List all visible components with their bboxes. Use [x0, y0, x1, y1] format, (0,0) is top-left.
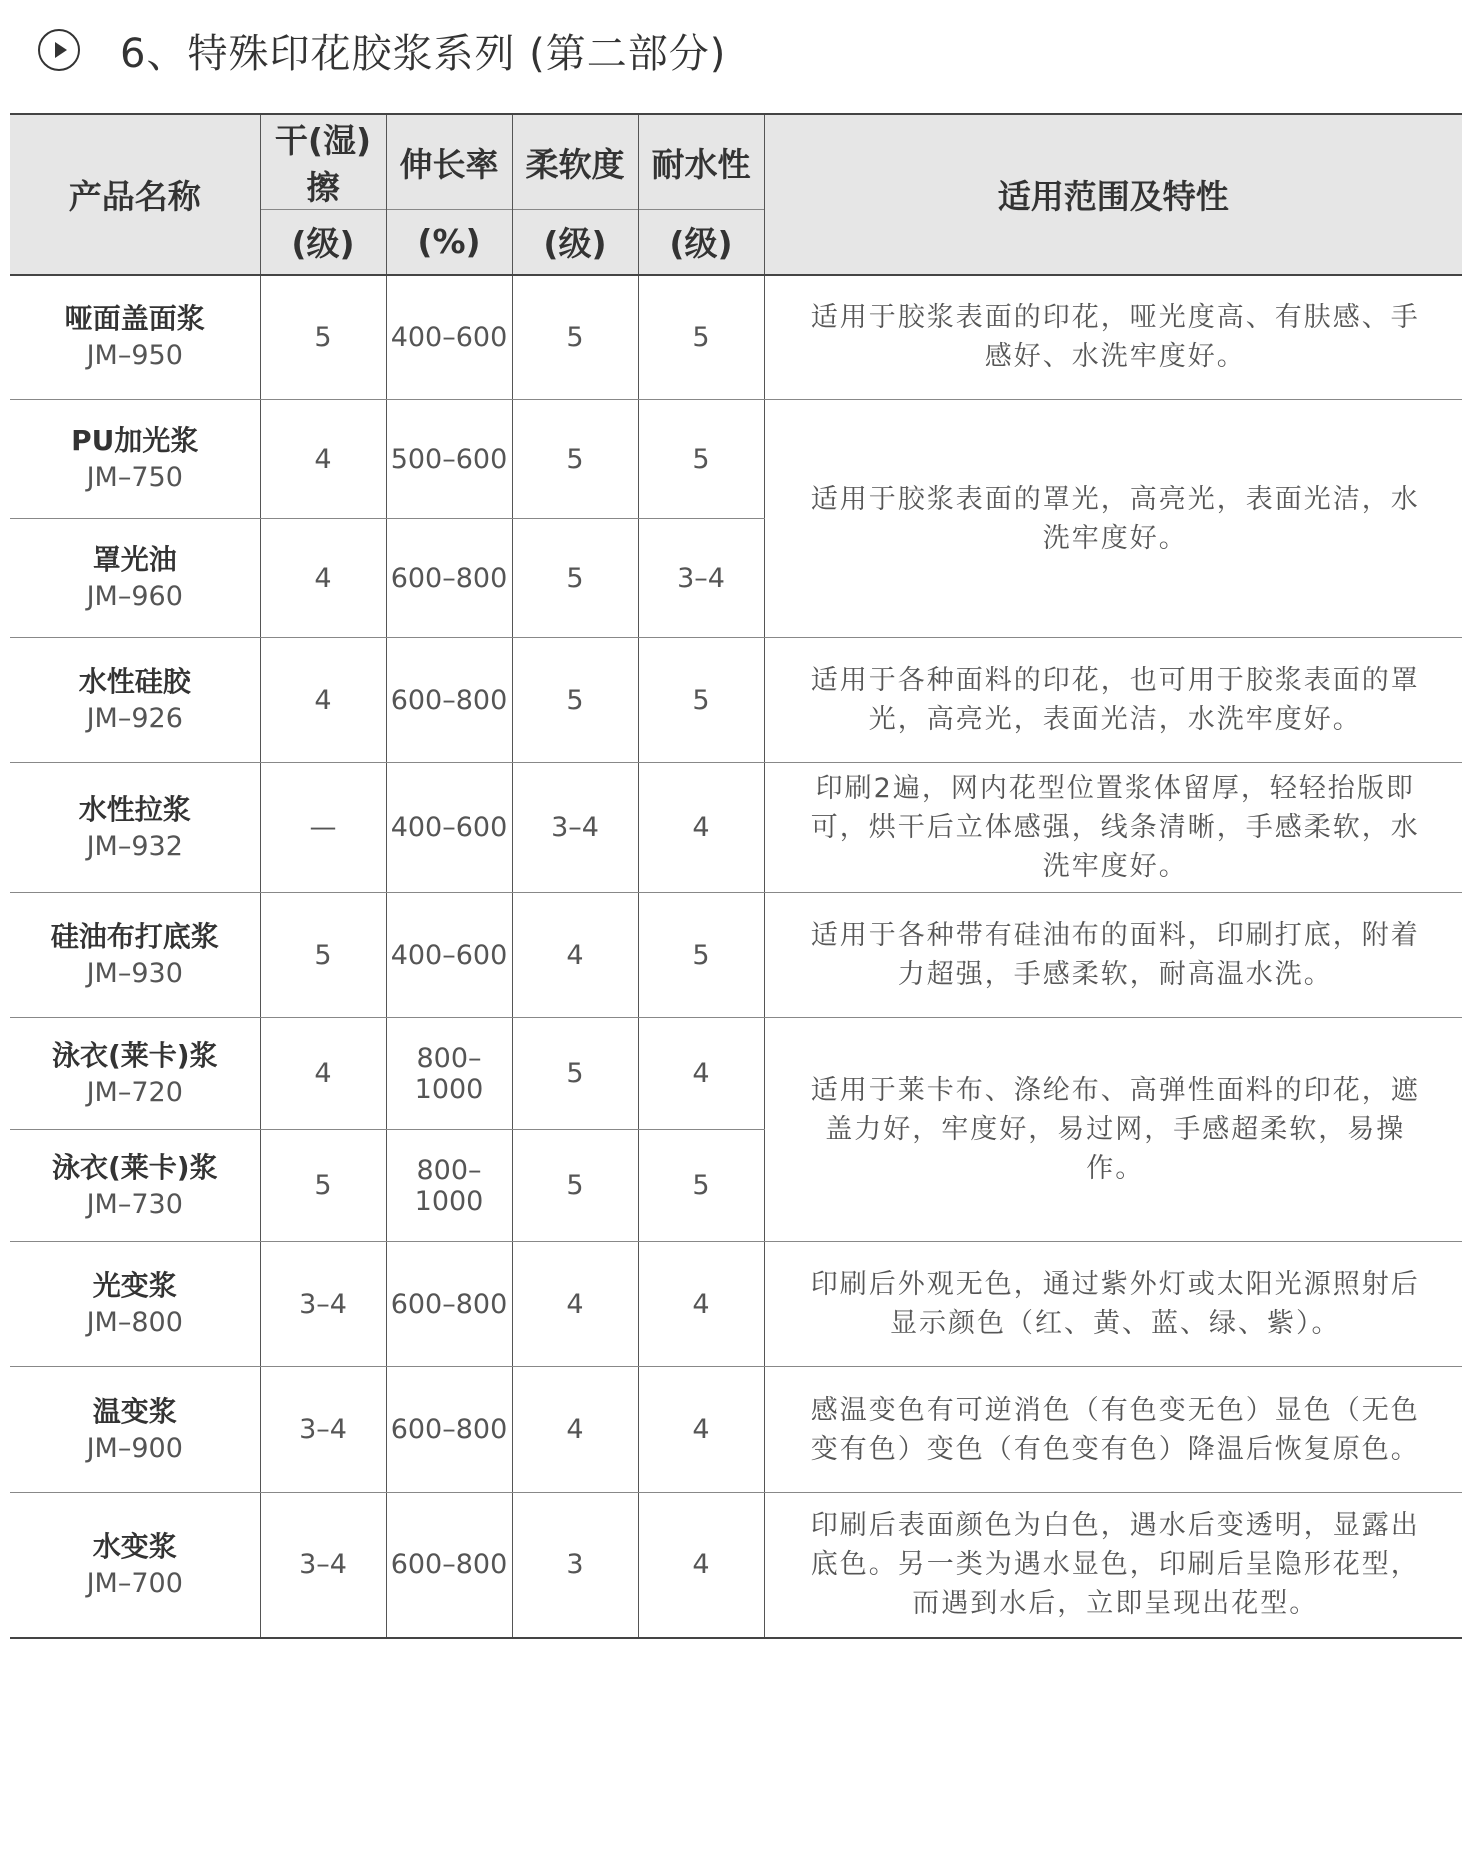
- product-name-cell: [10, 1493, 260, 1638]
- section-title-text: 6、特殊印花胶浆系列 (第二部分): [120, 30, 727, 77]
- water-cell: 5: [638, 400, 764, 519]
- col-unit-elongation: (%): [386, 210, 512, 275]
- table-header-row: [10, 114, 1462, 210]
- product-code: JM–730: [86, 1188, 183, 1220]
- elongation-cell: 400–600: [386, 893, 512, 1018]
- play-circle-icon: [38, 29, 80, 71]
- product-code: JM–900: [86, 1432, 183, 1464]
- description-cell: 印刷2遍，网内花型位置浆体留厚，轻轻抬版即可，烘干后立体感强，线条清晰，手感柔软，水洗牢度好。: [764, 763, 1462, 893]
- product-code: JM–926: [86, 703, 183, 734]
- water-cell: 4: [638, 1018, 764, 1130]
- product-code: JM–960: [86, 581, 183, 612]
- elongation-cell: 800–1000: [386, 1130, 512, 1242]
- product-code: JM–950: [86, 340, 183, 372]
- description-cell: 适用于各种带有硅油布的面料，印刷打底，附着力超强，手感柔软，耐高温水洗。: [764, 893, 1462, 1018]
- description-cell: 印刷后外观无色，通过紫外灯或太阳光源照射后显示颜色（红、黄、蓝、绿、紫）。: [764, 1242, 1462, 1367]
- elongation-cell: 600–800: [386, 519, 512, 638]
- description-cell: 感温变色有可逆消色（有色变无色）显色（无色变有色）变色（有色变有色）降温后恢复原色。: [764, 1367, 1462, 1493]
- col-unit-rub: (级): [260, 210, 386, 275]
- product-name: PU加光浆: [71, 424, 199, 457]
- table-row: [10, 893, 1462, 1018]
- water-cell: 4: [638, 1367, 764, 1493]
- rub-cell: 5: [260, 893, 386, 1018]
- rub-cell: 3–4: [260, 1493, 386, 1638]
- product-name-cell: [10, 400, 260, 519]
- product-name: 水性拉浆: [78, 792, 191, 826]
- product-name-cell: [10, 763, 260, 893]
- col-header-water: 耐水性: [638, 114, 764, 210]
- softness-cell: 5: [512, 400, 638, 519]
- water-cell: 5: [638, 893, 764, 1018]
- rub-cell: 4: [260, 519, 386, 638]
- softness-cell: 5: [512, 1018, 638, 1130]
- table-row: [10, 638, 1462, 763]
- col-header-elongation: 伸长率: [386, 114, 512, 210]
- rub-cell: 3–4: [260, 1367, 386, 1493]
- product-code: JM–930: [86, 958, 183, 989]
- table-row: [10, 1367, 1462, 1493]
- product-name: 水变浆: [92, 1529, 177, 1563]
- table-row: [10, 400, 1462, 519]
- product-name-cell: [10, 893, 260, 1018]
- product-name-cell: [10, 1242, 260, 1367]
- product-name-cell: [10, 275, 260, 400]
- elongation-cell: 600–800: [386, 1242, 512, 1367]
- rub-cell: 3–4: [260, 1242, 386, 1367]
- table-row: [10, 1493, 1462, 1638]
- product-name-cell: [10, 519, 260, 638]
- softness-cell: 4: [512, 1242, 638, 1367]
- rub-cell: 4: [260, 1018, 386, 1130]
- water-cell: 3–4: [638, 519, 764, 638]
- product-name: 泳衣(莱卡)浆: [51, 1150, 218, 1184]
- product-name-cell: [10, 638, 260, 763]
- product-name-cell: [10, 1367, 260, 1493]
- table-row: [10, 1242, 1462, 1367]
- product-name: 罩光油: [92, 543, 177, 576]
- product-code: JM–750: [86, 462, 183, 493]
- col-unit-softness: (级): [512, 210, 638, 275]
- col-header-softness: 柔软度: [512, 114, 638, 210]
- rub-cell: 5: [260, 275, 386, 400]
- rub-cell: 5: [260, 1130, 386, 1242]
- table-row: [10, 1018, 1462, 1130]
- product-code: JM–932: [86, 830, 183, 862]
- col-unit-water: (级): [638, 210, 764, 275]
- product-name: 泳衣(莱卡)浆: [51, 1038, 218, 1072]
- product-code: JM–800: [86, 1307, 183, 1338]
- water-cell: 4: [638, 1242, 764, 1367]
- rub-cell: 4: [260, 638, 386, 763]
- rub-cell: 4: [260, 400, 386, 519]
- elongation-cell: 600–800: [386, 1367, 512, 1493]
- product-name-cell: [10, 1130, 260, 1242]
- table-row: [10, 763, 1462, 893]
- softness-cell: 3: [512, 1493, 638, 1638]
- product-name: 温变浆: [92, 1394, 177, 1428]
- elongation-cell: 800–1000: [386, 1018, 512, 1130]
- softness-cell: 5: [512, 1130, 638, 1242]
- rub-cell: —: [260, 763, 386, 893]
- col-header-desc: 适用范围及特性: [764, 114, 1462, 275]
- col-header-product: 产品名称: [10, 114, 260, 275]
- elongation-cell: 600–800: [386, 638, 512, 763]
- elongation-cell: 400–600: [386, 275, 512, 400]
- product-name: 水性硅胶: [78, 665, 191, 698]
- water-cell: 4: [638, 763, 764, 893]
- softness-cell: 4: [512, 893, 638, 1018]
- product-name: 光变浆: [92, 1269, 177, 1302]
- water-cell: 4: [638, 1493, 764, 1638]
- col-header-rub: 干(湿)擦: [260, 114, 386, 210]
- softness-cell: 5: [512, 275, 638, 400]
- softness-cell: 5: [512, 519, 638, 638]
- softness-cell: 5: [512, 638, 638, 763]
- product-code: JM–720: [86, 1076, 183, 1108]
- elongation-cell: 600–800: [386, 1493, 512, 1638]
- water-cell: 5: [638, 1130, 764, 1242]
- description-cell: 适用于胶浆表面的罩光，高亮光，表面光洁，水洗牢度好。: [764, 400, 1462, 638]
- softness-cell: 3–4: [512, 763, 638, 893]
- elongation-cell: 500–600: [386, 400, 512, 519]
- water-cell: 5: [638, 638, 764, 763]
- water-cell: 5: [638, 275, 764, 400]
- product-name-cell: [10, 1018, 260, 1130]
- description-cell: 适用于各种面料的印花，也可用于胶浆表面的罩光，高亮光，表面光洁，水洗牢度好。: [764, 638, 1462, 763]
- description-cell: 适用于莱卡布、涤纶布、高弹性面料的印花，遮盖力好，牢度好，易过网，手感超柔软，易操作。: [764, 1018, 1462, 1242]
- table-row: [10, 275, 1462, 400]
- section-title: [38, 22, 726, 78]
- elongation-cell: 400–600: [386, 763, 512, 893]
- softness-cell: 4: [512, 1367, 638, 1493]
- product-spec-table: [10, 113, 1462, 1639]
- product-name: 硅油布打底浆: [50, 920, 219, 953]
- product-code: JM–700: [86, 1567, 183, 1599]
- product-name: 哑面盖面浆: [64, 302, 205, 336]
- description-cell: 印刷后表面颜色为白色，遇水后变透明，显露出底色。另一类为遇水显色，印刷后呈隐形花型，而遇到水后，立即呈现出花型。: [764, 1493, 1462, 1638]
- description-cell: 适用于胶浆表面的印花，哑光度高、有肤感、手感好、水洗牢度好。: [764, 275, 1462, 400]
